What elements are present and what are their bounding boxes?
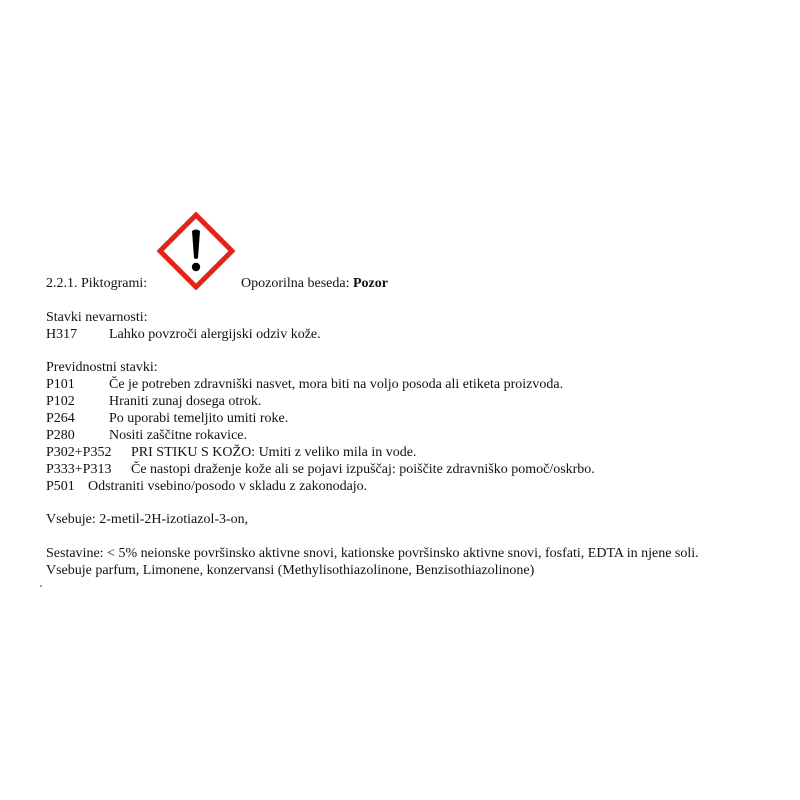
hazard-code: H317 (46, 327, 78, 342)
signal-word-label: Opozorilna beseda: (241, 276, 350, 291)
precautionary-text: PRI STIKU S KOŽO: Umiti z veliko mila in vode. (131, 445, 417, 460)
precautionary-text: Hraniti zunaj dosega otrok. (109, 394, 262, 409)
signal-word (241, 275, 388, 292)
precautionary-code: P264 (46, 411, 75, 426)
precautionary-code: P302+P352 (46, 445, 112, 460)
pictograms-label: 2.2.1. Piktogrami: (46, 276, 148, 291)
composition-line-2: Vsebuje parfum, Limonene, konzervansi (Methylisothiazolinone, Benzisothiazolinone) (46, 563, 535, 578)
exclamation-mark-hazard-icon (157, 212, 235, 290)
precautionary-code: P501 (46, 479, 75, 494)
precautionary-text: Nositi zaščitne rokavice. (109, 428, 248, 443)
signal-word-value: Pozor (352, 276, 388, 291)
contains-line: Vsebuje: 2-metil-2H-izotiazol-3-on, (46, 512, 249, 527)
precautionary-code: P101 (46, 377, 75, 392)
precautionary-text: Če je potreben zdravniški nasvet, mora biti na voljo posoda ali etiketa proizvoda. (109, 377, 564, 392)
precautionary-heading: Previdnostni stavki: (46, 360, 158, 375)
precautionary-text: Po uporabi temeljito umiti roke. (109, 411, 289, 426)
hazard-heading: Stavki nevarnosti: (46, 310, 148, 325)
hazard-text: Lahko povzroči alergijski odziv kože. (109, 327, 321, 342)
precautionary-text: Odstraniti vsebino/posodo v skladu z zakonodajo. (88, 479, 368, 494)
precautionary-code: P102 (46, 394, 75, 409)
stray-mark (40, 585, 42, 587)
precautionary-code: P280 (46, 428, 75, 443)
precautionary-code: P333+P313 (46, 462, 112, 477)
precautionary-text: Če nastopi draženje kože ali se pojavi izpuščaj: poiščite zdravniško pomoč/oskrbo. (131, 462, 595, 477)
composition-line-1: Sestavine: < 5% neionske površinsko aktivne snovi, kationske površinsko aktivne snovi, fosfati, EDTA in njene soli. (46, 546, 699, 561)
